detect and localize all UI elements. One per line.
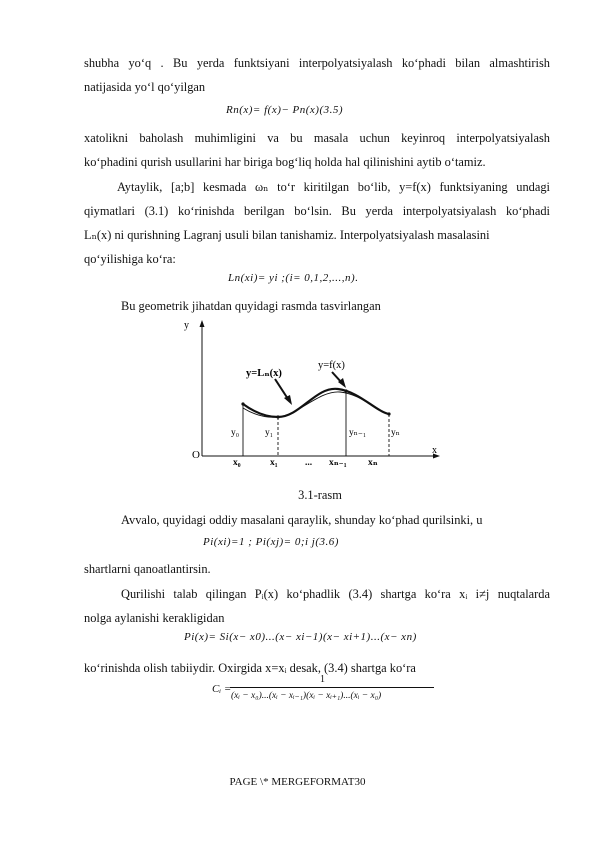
text-line: Aytaylik, [a;b] kesmada ωₙ to‘r kiritilgan bo‘lib, y=f(x) funktsiyaning undagi bbox=[117, 180, 550, 194]
node-point bbox=[241, 402, 244, 405]
label-lagrange: y=Lₙ(x) bbox=[246, 368, 282, 379]
text-line: ko‘phadini qurish usullarini har biriga bog‘liq holda hal qilinishini aytib o‘tamiz. bbox=[84, 155, 486, 169]
x-label: xₙ bbox=[368, 458, 378, 468]
page-footer: PAGE \* MERGEFORMAT30 bbox=[229, 776, 366, 788]
axis-x-label: x bbox=[432, 445, 437, 456]
text-line: ko‘rinishda olish tabiiydir. Oxirgida x=xᵢ desak, (3.4) shartga ko‘ra bbox=[84, 661, 416, 675]
formula-ci-numerator: 1 bbox=[320, 674, 325, 685]
text-line: natijasida yo‘l qo‘yilgan bbox=[84, 80, 206, 94]
formula-3-6: Pi(xi)=1 ; Pi(xj)= 0;i j(3.6) bbox=[203, 536, 339, 548]
axis-y-label: y bbox=[184, 320, 189, 331]
x-label: x₀ bbox=[233, 458, 241, 468]
formula-ci bbox=[212, 673, 437, 713]
y-label: y₁ bbox=[265, 428, 274, 438]
formula-interpolation: Ln(xi)= yi ;(i= 0,1,2,...,n). bbox=[228, 272, 359, 284]
interpolation-figure bbox=[180, 316, 450, 476]
arrow-lagrange bbox=[275, 379, 288, 399]
text-line: qiymatlari (3.1) ko‘rinishda berilgan bo‘lsin. Bu yerda interpolyatsiyalash ko‘phadi bbox=[84, 204, 550, 218]
x-label: xₙ₋₁ bbox=[329, 458, 347, 468]
text-line: Avvalo, quyidagi oddiy masalani qaraylik, shunday ko‘phad qurilsinki, u bbox=[121, 513, 483, 527]
origin-label: O bbox=[192, 449, 200, 461]
y-label: y₀ bbox=[231, 428, 240, 438]
figure-caption: 3.1-rasm bbox=[298, 488, 342, 502]
node-point bbox=[344, 389, 347, 392]
text-line: shartlarni qanoatlantirsin. bbox=[84, 562, 211, 576]
formula-ci-lhs: Cᵢ = bbox=[212, 683, 232, 695]
formula-ci-denominator: (xᵢ − x₀)...(xᵢ − xᵢ₋₁)(xᵢ − xᵢ₊₁)...(xᵢ − x₀) bbox=[231, 691, 382, 701]
y-label: yₙ₋₁ bbox=[349, 428, 367, 438]
y-label: yₙ bbox=[391, 428, 400, 438]
x-label: x₁ bbox=[270, 458, 278, 468]
node-point bbox=[276, 415, 279, 418]
formula-product: Pi(x)= Si(x− x0)...(x− xi−1)(x− xi+1)...(x− xn) bbox=[184, 631, 417, 643]
text-line: shubha yo‘q . Bu yerda funktsiyani interpolyatsiyalash ko‘phadi bilan almashtirish bbox=[84, 56, 550, 70]
formula-3-5: Rn(x)= f(x)− Pn(x)(3.5) bbox=[226, 104, 344, 116]
y-axis-arrow-icon bbox=[200, 320, 205, 327]
text-line: Lₙ(x) ni qurishning Lagranj usuli bilan tanishamiz. Interpolyatsiyalash masalasini bbox=[84, 228, 490, 242]
text-line: Qurilishi talab qilingan Pᵢ(x) ko‘phadlik (3.4) shartga ko‘ra xᵢ i≠j nuqtalarda bbox=[121, 587, 550, 601]
x-label: ... bbox=[305, 458, 313, 468]
node-point bbox=[387, 412, 390, 415]
fraction-bar bbox=[230, 687, 434, 688]
text-line: xatolikni baholash muhimligini va bu masala uchun keyinroq interpolyatsiyalash bbox=[84, 131, 550, 145]
text-line: Bu geometrik jihatdan quyidagi rasmda tasvirlangan bbox=[121, 299, 381, 313]
label-function: y=f(x) bbox=[318, 360, 345, 371]
text-line: nolga aylanishi kerakligidan bbox=[84, 611, 225, 625]
text-line: qo‘yilishiga ko‘ra: bbox=[84, 252, 176, 266]
